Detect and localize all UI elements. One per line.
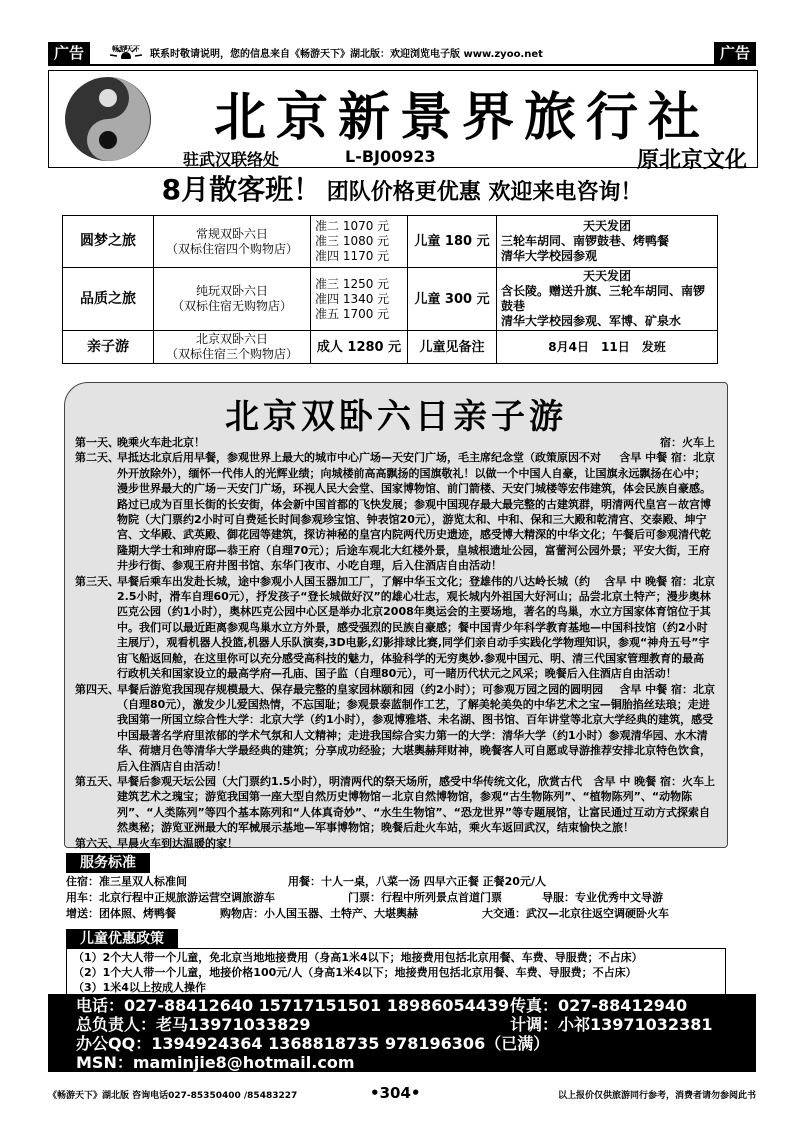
policy-box [66,948,726,996]
day-label: 第三天、 [75,574,119,588]
service-value: 团体照、烤鸭餐 [99,907,176,920]
policy-header [66,928,178,948]
day-label: 第六天、 [75,836,119,850]
day-text: 早抵达北京后用早餐，参观世界上最大的城市中心广场—天安门广场，毛主席纪念堂（政策原因不对外开放除外），缅怀一代伟人的光辉业绩；向城楼前高高飘扬的国旗敬礼！以做一个中国人自豪，让国旗永远飘扬在心中；漫步世界最大的广场－天安门广场，环视人民大会堂、国家博物馆、前门箭楼、天安门城楼等宏伟建筑，体会民族自豪感。路过已成为百里长街的长安街，体会新中国首都的飞快发展；参观中国现存最大最完整的古建筑群，明清两代皇宫－故宫博物院（大门票约2小时可自费延长时间参观珍宝馆、钟表馆20元），游览太和、中和、保和三大殿和乾清宫、交泰殿、坤宁宫、文华殿、武英殿、御花园等建筑，探访神秘的皇宫内院两代历史遗迹，感受博大精深的中华文化；午餐后可参观清代乾隆期大学士和珅府邸—恭王府（自理70元）；后途车观北大红楼外景，皇城根遗址公园，富蕾河公园外景；平安大街，王府井步行街、参观王府井图书馆、东华门夜市、小吃自理，后入住酒店自由活动！ [117,451,711,573]
itinerary-panel [64,382,728,848]
day-text: 早餐后游览我国现存规模最大、保存最完整的皇家园林颐和园（约2小时）；可参观万园之园的圆明园（自理80元），激发少儿爱国热情，不忘国耻；参观景泰蓝制作工艺，了解美轮美奂的中华艺术之宝—铜胎掐丝珐琅；走进我国第一所国立综合性大学：北京大学（约1小时），参观博雅塔、未名湖、图书馆、百年讲堂等北京大学经典的建筑，感受中国最著名学府里浓郁的学术气氛和人文精神；走进我国综合实力第一的大学：清华大学（约1小时）参观清华园、水木清华、荷塘月色等清华大学最经典的建筑；分享成功经验；大堪輿赫拜财神，晚餐客人可自愿或导游推荐安排北京特色饮食，后入住酒店自由活动！ [117,682,714,773]
package-cell [154,268,311,331]
schedule-cell [497,216,718,268]
service-key: 导服： [542,891,575,904]
contact-manager: 总负责人：老马13971033829 [76,1015,311,1034]
day-meal: 宿：火车上 [660,436,715,449]
contact-phone: 电话：027-88412640 15717151501 18986054439 [76,996,510,1015]
contact-finance: 计调：小祁13971032381 [510,1015,713,1034]
schedule-cell [497,268,718,331]
itinerary-day [75,682,715,774]
adult-price: 准四 1170 元 [315,249,390,263]
service-value: 小人国玉器、土特产、大堪輿赫 [264,907,418,920]
adult-price-cell [311,331,408,364]
package-note: （双标住宿无购物店） [171,299,292,313]
child-price: 儿童见备注 [408,331,497,364]
day-label: 第五天、 [75,774,119,788]
service-key: 增送： [66,907,99,920]
itinerary-title: 北京双卧六日亲子游 [225,397,567,437]
day-label: 第一天、 [75,436,119,449]
day-meal: 含早 中餐 宿：北京 [619,682,715,696]
adult-price-cell [311,268,408,331]
service-key: 住宿： [66,875,99,888]
service-key: 用车： [66,891,99,904]
itinerary-day [75,450,715,573]
page-number: •304• [370,1084,421,1102]
mini-logo-text: 畅游天下 [112,45,140,53]
service-value: 北京行程中正规旅游运营空调旅游车 [99,891,275,904]
tour-name: 亲子游 [63,331,154,364]
tour-name: 圆梦之旅 [63,216,154,268]
top-bar [48,42,756,66]
service-row-1 [66,874,726,890]
policy-title: 儿童优惠政策 [66,929,178,949]
price-row [63,268,718,331]
day-text: 早晨火车到达温暖的家！ [117,836,238,850]
ad-tag-right: 广告 [714,42,756,64]
adult-price: 准三 1080 元 [315,234,390,248]
itinerary-day [75,574,715,682]
day-meal: 含早 中 晚餐 宿：火车上 [593,774,715,788]
adult-price: 成人 1280 元 [316,339,402,355]
promo-sub: 团队价格更优惠 欢迎来电咨询！ [326,180,643,205]
service-title: 服务标准 [66,853,150,873]
yin-yang-logo-icon [63,75,153,163]
schedule-line: 三轮车胡同、南锣鼓巷、烤鸭餐 [501,234,670,248]
child-price: 儿童 180 元 [408,216,497,268]
itinerary-day [75,435,715,450]
child-price: 儿童 300 元 [408,268,497,331]
schedule-cell [497,331,718,364]
schedule-head: 天天发团 [582,219,631,233]
service-key: 用餐： [288,875,321,888]
adult-price-cell [311,216,408,268]
schedule-line: 清华大学校园参观 [501,249,598,263]
itinerary-day [75,774,715,836]
price-table [62,215,718,364]
contact-qq: 办公QQ：1394924364 1368818735 978196306（已满） [76,1034,550,1053]
top-note: 联系时敬请说明，您的信息来自《畅游天下》湖北版：欢迎浏览电子版 www.zyoo.net [150,49,543,60]
policy-item: （2）1个大人带一个儿童，地接价格100元/人（身高1米4以下；地接费用包括北京用餐、车费、导服费；不占床） [73,966,637,979]
policy-item: （3）1米4以上按成人操作 [73,981,206,994]
service-value: 准三星双人标准间 [99,875,187,888]
package-cell [154,331,311,364]
page-footer [48,1084,756,1104]
promo-line [48,168,756,212]
service-value: 十人一桌，八菜一汤 四早六正餐 正餐20元/人 [321,875,546,888]
agency-name: 北京新景界旅行社 [213,87,710,148]
service-key: 大交通： [482,907,526,920]
package-note: （双标住宿三个购物店） [165,347,298,361]
service-section [66,852,726,922]
schedule-line: 清华大学校园参观、军博、矿泉水 [501,314,682,328]
package-cell [154,216,311,268]
contact-msn: MSN：maminjie8@hotmail.com [76,1053,355,1072]
price-row [63,331,718,364]
adult-price: 准四 1340 元 [315,291,390,306]
package-name: 北京双卧六日 [195,332,268,346]
branch-office: 驻武汉联络处 [183,150,280,169]
promo-main: 8月散客班！ [161,173,322,206]
schedule-head: 天天发团 [582,269,631,283]
footer-right: 以上报价仅供旅游同行参考，消费者请勿参阅此书 [557,1091,756,1101]
license-number: L-BJ00923 [345,147,436,166]
itinerary-days [75,435,715,851]
day-text: 早餐后乘车出发赴长城，途中参观小人国玉器加工厂，了解中华玉文化；登雄伟的八达岭长城（约2.5小时，滑车自理60元），抒发孩子“登长城做好汉”的雄心壮志，观长城内外祖国大好河山；品尝北京土特产；漫步奥林匹克公园（约1小时），奥林匹克公园中心区是举办北京2008年奥运会的主要场地，著名的鸟巢，水立方国家体育馆位于其中。我们可以最近距离参观鸟巢水立方外景，感受强烈的民族自豪感；餐中国青少年科学教育基地—中国科技馆（约2小时主展厅），观看机器人投篮,机器人乐队演奏,3D电影,幻影排球比赛,同学们亲自动手实践化学物理知识，参观“神舟五号”宇宙飞船返回舱，在这里你可以充分感受高科技的魅力，体验科学的无穷奥妙.参观中国元、明、清三代国家管理教育的最高行政机关和国家设立的最高学府—孔庙、国子监（自理80元），可一睹历代状元之风采；晚餐后入住酒店自由活动！ [117,574,711,681]
service-row-3 [66,906,726,922]
tour-name: 品质之旅 [63,268,154,331]
day-text: 早餐后参观天坛公园（大门票约1.5小时），明清两代的祭天场所，感受中华传统文化，欣赏古代建筑艺术之瑰宝；游览我国第一座大型自然历史博物馆－北京自然博物馆，参观“古生物陈列”、“植物陈列”、“动物陈列”、“人类陈列”等四个基本陈列和“人体真奇妙”、“水生生物馆”、“恐龙世界”等专题展馆，让富民通过互动方式探索自然奥秘；游览亚洲最大的军械展示基地—军事博物馆；晚餐后赴火车站，乘火车返回武汉，结束愉快之旅！ [117,774,711,835]
mini-logo [108,40,144,64]
day-label: 第四天、 [75,682,119,696]
itinerary-day [75,836,715,851]
day-meal: 含早 中餐 宿：北京 [619,451,715,465]
service-value: 行程中所列景点首道门票 [381,891,502,904]
former-name: 原北京文化 [636,148,747,173]
service-key: 购物店： [220,907,264,920]
adult-price: 准二 1070 元 [315,219,390,233]
day-label: 第二天、 [75,451,119,465]
adult-price: 准五 1700 元 [315,306,390,321]
day-text: 晚乘火车赴北京！ [117,436,205,449]
day-meal: 含早 中 晚餐 宿：北京 [604,574,715,588]
contact-block [48,994,756,1072]
service-value: 武汉—北京往返空调硬卧火车 [526,907,669,920]
price-row [63,216,718,268]
schedule-line: 8月4日 11日 发班 [548,339,666,354]
agency-header [48,70,758,173]
package-note: （双标住宿四个购物店） [165,241,298,256]
service-row-2 [66,890,726,906]
package-name: 纯玩双卧六日 [195,284,268,298]
contact-fax: 传真：027-88412940 [510,996,688,1015]
service-value: 专业优秀中文导游 [575,891,663,904]
package-name: 常规双卧六日 [195,226,268,241]
footer-left: 《畅游天下》湖北版 咨询电话027-85350400 /85483227 [48,1091,298,1101]
service-key: 门票： [348,891,381,904]
adult-price: 准三 1250 元 [315,276,390,291]
schedule-line: 含长陵。赠送升旗、三轮车胡同、南锣鼓巷 [501,284,706,313]
policy-item: （1）2个大人带一个儿童，免北京当地地接费用（身高1米4以下；地接费用包括北京用餐、车费、导服费；不占床） [73,951,643,964]
ad-tag-left: 广告 [48,42,90,64]
